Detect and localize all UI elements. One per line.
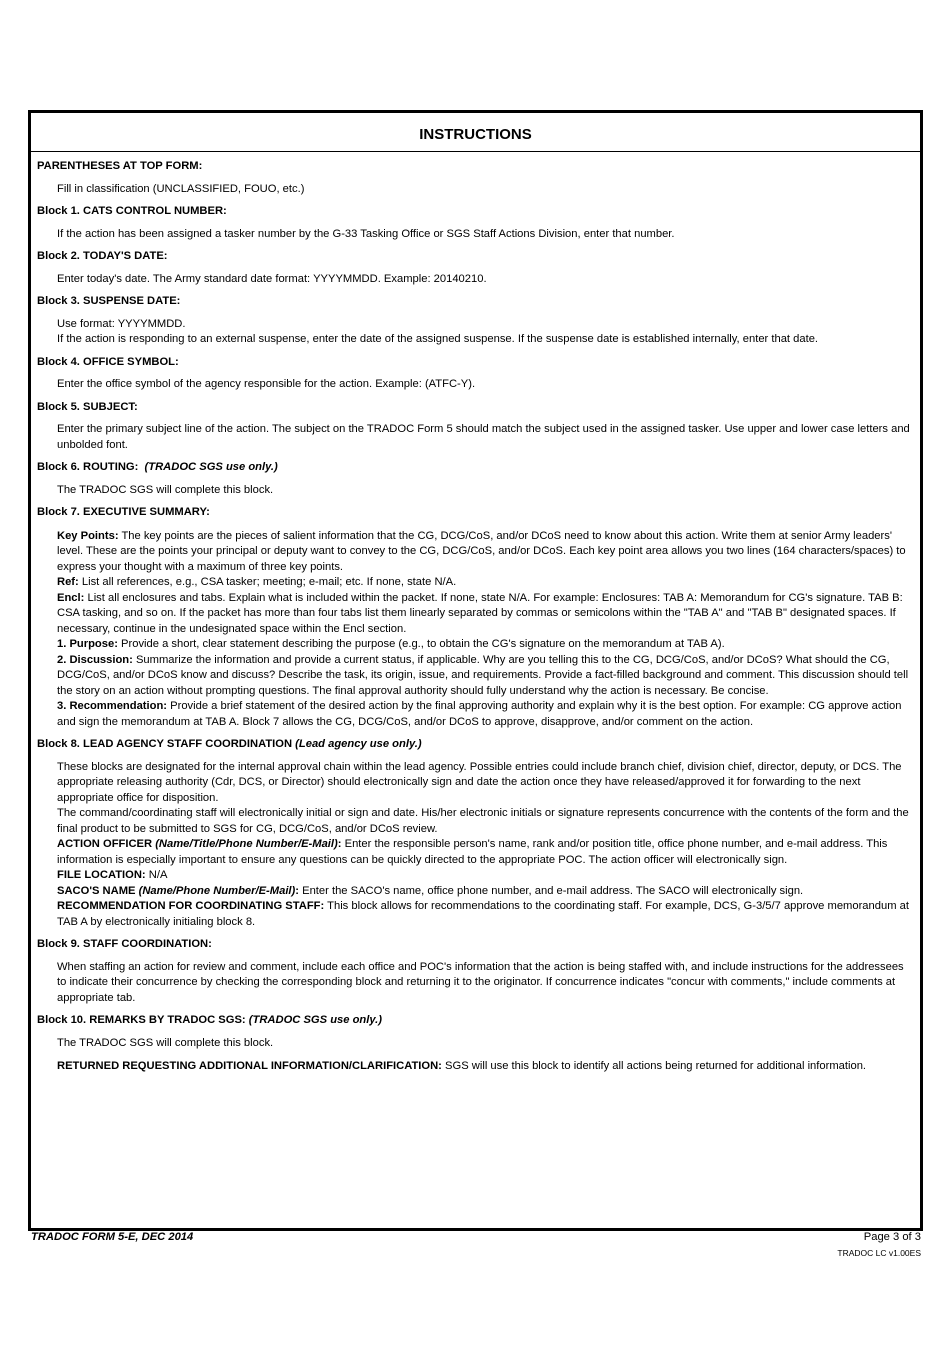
block8-note: (Lead agency use only.) xyxy=(295,738,422,750)
file-location: FILE LOCATION: N/A xyxy=(57,869,168,881)
block10-text: The TRADOC SGS will complete this block. xyxy=(57,1036,274,1049)
block10-body xyxy=(57,1036,914,1075)
paren-body: Fill in classification (UNCLASSIFIED, FOUO, etc.) xyxy=(57,182,305,195)
block1-body: If the action has been assigned a tasker number by the G-33 Tasking Office or SGS Staff Actions Division, enter that number. xyxy=(57,227,675,240)
block2-heading: Block 2. TODAY'S DATE: xyxy=(37,250,168,262)
block6-note: (TRADOC SGS use only.) xyxy=(144,461,278,473)
saco-name: SACO'S NAME (Name/Phone Number/E-Mail): Enter the SACO's name, office phone number, and e-mail address. The SACO will electronically sign. xyxy=(57,884,804,897)
block9-body: When staffing an action for review and comment, include each office and POC's information that the action is being staffed with, and include instructions for the addressees to indicate their concurrence by checking the corresponding block and returning it to the originator. If concurrence indicates "concur with comments," include comments at appropriate tab. xyxy=(57,960,904,1004)
instructions-frame xyxy=(28,110,923,1231)
form-number: TRADOC FORM 5-E, DEC 2014 xyxy=(31,1231,194,1243)
block6-heading: Block 6. ROUTING: (TRADOC SGS use only.) xyxy=(37,461,278,473)
block6-body: The TRADOC SGS will complete this block. xyxy=(57,483,274,496)
page-title: INSTRUCTIONS xyxy=(31,113,920,152)
block7-body xyxy=(57,529,914,731)
key-points: Key Points: The key points are the pieces of salient information that the CG, DCG/CoS, and/or DCoS need to know about this action. Write them at senior Army leaders' level. These are the points your principal or deputy want to convey to the CG, DCG/CoS, and/or DCoS. Each key point area allows you two lines (164 characters/spaces) to express your thought with a maximum of three key points. xyxy=(57,529,906,573)
block8-p1: These blocks are designated for the internal approval chain within the lead agency. Possible entries could include branch chief, division chief, director, deputy, or DCS. The appropriate releasing authority (Cdr, DCS, or Director) should electronically sign and date the action once they have released/approved it for forwarding to the next appropriate office for disposition. xyxy=(57,760,902,804)
block10-note: (TRADOC SGS use only.) xyxy=(248,1014,383,1026)
block8-p2: The command/coordinating staff will electronically initial or sign and date. His/her electronic initials or signature represents concurrence with the contents of the form and the final product to be submitted to SGS for CG, DCG/CoS, and/or DCoS review. xyxy=(57,807,909,835)
discussion: 2. Discussion: Summarize the information and provide a current status, if applicable. Why are you telling this to the CG, DCG/CoS, and/or DCoS? What should the CG, DCG/CoS, and/or DCoS know and discuss? Describe the task, its origin, issue, and requirements. Provide a fact-filled background and comment. This discussion should tell the story on an action without prompting questions. The final approval authority should fully understand why the action is necessary. Be concise. xyxy=(57,653,909,697)
instructions-content xyxy=(31,152,920,1075)
page-number: Page 3 of 3 xyxy=(863,1231,921,1243)
recommendation: 3. Recommendation: Provide a brief statement of the desired action by the final approving authority and explain why it is the best option. For example: CG approve action and sign the memorandum at TAB A. Block 7 allows the CG, DCG/CoS, and/or DCoS to approve, disapprove, and/or comment on the action. xyxy=(57,700,902,728)
recommendation-coordinating-staff: RECOMMENDATION FOR COORDINATING STAFF: This block allows for recommendations to the coordinating staff. For example, DCS, G-3/5/7 approve memorandum at TAB A by electronically initialing block 8. xyxy=(57,900,909,928)
block3-line1: Use format: YYYYMMDD. xyxy=(57,317,186,330)
block4-body: Enter the office symbol of the agency responsible for the action. Example: (ATFC-Y). xyxy=(57,378,476,390)
block5-heading: Block 5. SUBJECT: xyxy=(37,400,138,413)
block10-heading: Block 10. REMARKS BY TRADOC SGS: (TRADOC SGS use only.) xyxy=(37,1014,383,1026)
block8-body xyxy=(57,760,914,931)
paren-heading: PARENTHESES AT TOP FORM: xyxy=(37,160,203,172)
action-officer: ACTION OFFICER (Name/Title/Phone Number/E-Mail): Enter the responsible person's name, rank and/or position title, office phone number, and e-mail address. This information is especially important to ensure any questions can be quickly directed to the appropriate POC. The action officer will electronically sign. xyxy=(57,838,888,866)
purpose: 1. Purpose: Provide a short, clear statement describing the purpose (e.g., to obtain the CG's signature on the memorandum at TAB A). xyxy=(57,638,725,650)
encl: Encl: List all enclosures and tabs. Explain what is included within the packet. If none, state N/A. For example: Enclosures: TAB A: Memorandum for CG's signature. TAB B: CSA tasking, and so on. If the packet has more than four tabs list them linearly separated by commas or semicolons within the "TAB A" and "TAB B" designated spaces. If necessary, continue in the undesignated space within the Encl section. xyxy=(57,591,903,635)
block8-heading: Block 8. LEAD AGENCY STAFF COORDINATION (Lead agency use only.) xyxy=(37,738,422,750)
block1-heading: Block 1. CATS CONTROL NUMBER: xyxy=(37,205,227,217)
returned-requesting: RETURNED REQUESTING ADDITIONAL INFORMATION/CLARIFICATION: SGS will use this block to identify all actions being returned for additional information. xyxy=(57,1060,867,1072)
block3-heading: Block 3. SUSPENSE DATE: xyxy=(37,295,181,307)
block3-line2: If the action is responding to an external suspense, enter the date of the assigned suspense. If the suspense date is established internally, enter that date. xyxy=(57,333,819,345)
block4-heading: Block 4. OFFICE SYMBOL: xyxy=(37,355,179,368)
block3-body xyxy=(57,317,914,348)
block9-heading: Block 9. STAFF COORDINATION: xyxy=(37,938,212,950)
ref: Ref: List all references, e.g., CSA tasker; meeting; e-mail; etc. If none, state N/A. xyxy=(57,576,457,588)
block5-body: Enter the primary subject line of the action. The subject on the TRADOC Form 5 should match the subject used in the assigned tasker. Use upper and lower case letters and unbolded font. xyxy=(57,423,910,451)
block2-body: Enter today's date. The Army standard date format: YYYYMMDD. Example: 20140210. xyxy=(57,272,487,285)
block7-heading: Block 7. EXECUTIVE SUMMARY: xyxy=(37,506,210,518)
form-version: TRADOC LC v1.00ES xyxy=(837,1248,921,1258)
